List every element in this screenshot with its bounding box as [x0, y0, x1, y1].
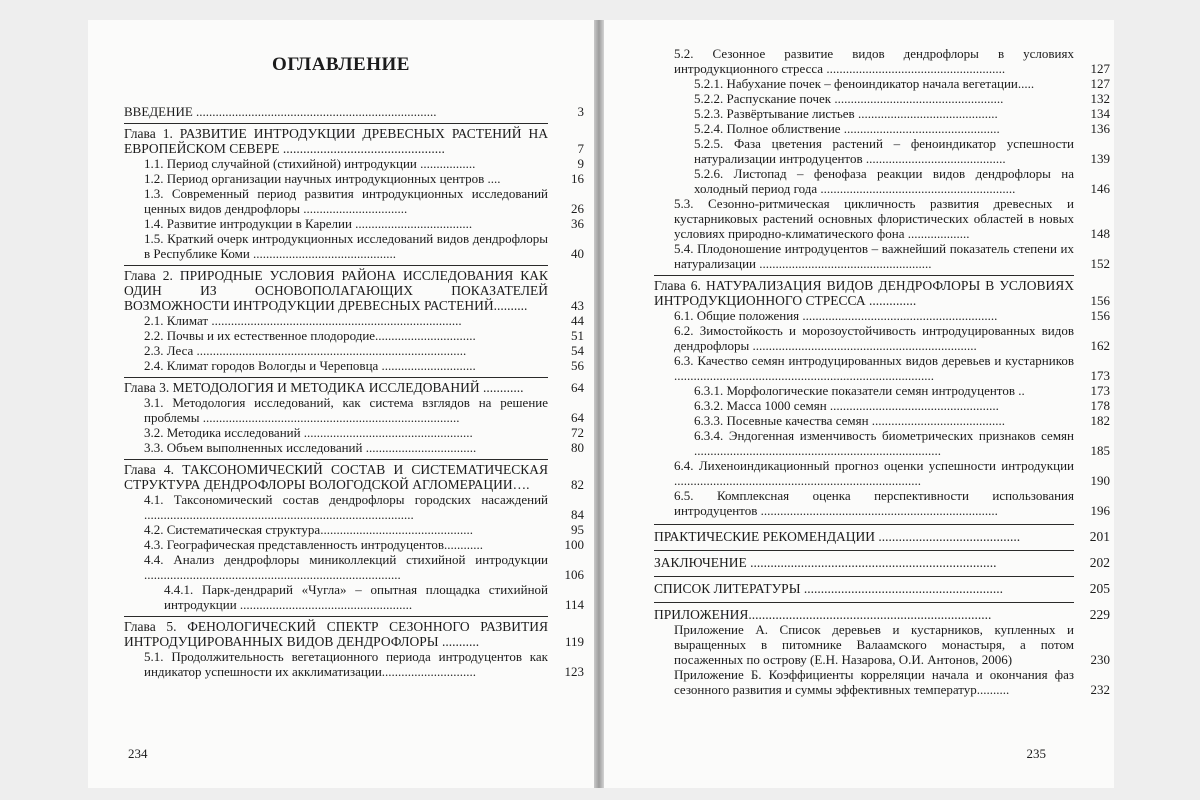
toc-entry-6-5: 6.5. Комплексная оценка перспективности использования интродуцентов ......................................................................... 196 [674, 488, 1110, 518]
toc-entry-4-4: 4.4. Анализ дендрофлоры миниколлекций стихийной интродукции ............................................................................... 106 [144, 552, 584, 582]
toc-entry-1-3: 1.3. Современный период развития интродукционных исследований ценных видов дендрофлоры ................................ 26 [144, 186, 584, 216]
page-number-left: 234 [128, 746, 148, 761]
toc-entry-2-2: 2.2. Почвы и их естественное плодородие............................... 51 [144, 328, 584, 343]
toc-title: ОГЛАВЛЕНИЕ [272, 54, 410, 75]
toc-entry-4-4-1: 4.4.1. Парк-дендрарий «Чугла» – опытная площадка стихийной интродукции ..................................................... 114 [164, 582, 584, 612]
toc-entry-2-3: 2.3. Леса ................................................................................... 54 [144, 343, 584, 358]
toc-entry-6-3-4: 6.3.4. Эндогенная изменчивость биометрических признаков семян ............................................................................ 185 [694, 428, 1110, 458]
toc-entry-5-2-4: 5.2.4. Полное облиствение ................................................ 136 [694, 121, 1110, 136]
page-number-right: 235 [1026, 746, 1046, 761]
toc-entry-appendices: ПРИЛОЖЕНИЯ........................................................................ 229 [654, 602, 1074, 622]
toc-entry-conclusion: ЗАКЛЮЧЕНИЕ ......................................................................... 202 [654, 550, 1074, 570]
left-page [88, 20, 594, 788]
toc-entry-1-2: 1.2. Период организации научных интродукционных центров .... 16 [144, 171, 584, 186]
toc-entry-6-3: 6.3. Качество семян интродуцированных видов деревьев и кустарников ................................................................................ 173 [674, 353, 1110, 383]
toc-entry-chapter-2: Глава 2. ПРИРОДНЫЕ УСЛОВИЯ РАЙОНА ИССЛЕДОВАНИЯ КАК ОДИН ИЗ ОСНОВОПОЛАГАЮЩИХ ПОКАЗАТЕЛЕЙ ВОЗМОЖНОСТИ ИНТРОДУКЦИИ ДРЕВЕСНЫХ РАСТЕНИЙ.......... 43 [124, 265, 548, 313]
toc-entry-1-5: 1.5. Краткий очерк интродукционных исследований видов дендрофлоры в Республике Коми ............................................ 40 [144, 231, 584, 261]
toc-entry-chapter-3: Глава 3. МЕТОДОЛОГИЯ И МЕТОДИКА ИССЛЕДОВАНИЙ ............ 64 [124, 377, 548, 395]
toc-entry-references: СПИСОК ЛИТЕРАТУРЫ ........................................................... 205 [654, 576, 1074, 596]
toc-entry-3-3: 3.3. Объем выполненных исследований .................................. 80 [144, 440, 584, 455]
toc-entry-1-1: 1.1. Период случайной (стихийной) интродукции ................. 9 [144, 156, 584, 171]
toc-entry-6-4: 6.4. Лихеноиндикационный прогноз оценки успешности интродукции ............................................................................ 190 [674, 458, 1110, 488]
toc-entry-3-2: 3.2. Методика исследований .................................................... 72 [144, 425, 584, 440]
toc-entry-5-2-1: 5.2.1. Набухание почек – феноиндикатор начала вегетации..... 127 [694, 76, 1110, 91]
toc-entry-6-3-3: 6.3.3. Посевные качества семян ......................................... 182 [694, 413, 1110, 428]
toc-entry-5-1: 5.1. Продолжительность вегетационного периода интродуцентов как индикатор успешности их акклиматизации............................. 123 [144, 649, 584, 679]
toc-entry-chapter-6: Глава 6. НАТУРАЛИЗАЦИЯ ВИДОВ ДЕНДРОФЛОРЫ В УСЛОВИЯХ ИНТРОДУКЦИОННОГО СТРЕССА .............. 156 [654, 275, 1074, 308]
toc-entry-5-2-3: 5.2.3. Развёртывание листьев ........................................... 134 [694, 106, 1110, 121]
toc-entry-5-2-6: 5.2.6. Листопад – фенофаза реакции видов дендрофлоры на холодный период года ............................................................ 146 [694, 166, 1110, 196]
toc-entry-chapter-5: Глава 5. ФЕНОЛОГИЧЕСКИЙ СПЕКТР СЕЗОННОГО РАЗВИТИЯ ИНТРОДУЦИРОВАННЫХ ВИДОВ ДЕНДРОФЛОРЫ ........... 119 [124, 616, 548, 649]
toc-entry-6-3-1: 6.3.1. Морфологические показатели семян интродуцентов .. 173 [694, 383, 1110, 398]
toc-entry-1-4: 1.4. Развитие интродукции в Карелии .................................... 36 [144, 216, 584, 231]
toc-entry-4-2: 4.2. Систематическая структура............................................... 95 [144, 522, 584, 537]
toc-entry-chapter-4: Глава 4. ТАКСОНОМИЧЕСКИЙ СОСТАВ И СИСТЕМАТИЧЕСКАЯ СТРУКТУРА ДЕНДРОФЛОРЫ ВОЛОГОДСКОЙ АГЛОМЕРАЦИИ…. 82 [124, 459, 548, 492]
toc-entry-3-1: 3.1. Методология исследований, как система взглядов на решение проблемы ............................................................................... 64 [144, 395, 584, 425]
toc-entry-2-1: 2.1. Климат ............................................................................. 44 [144, 313, 584, 328]
right-page [604, 20, 1114, 788]
toc-entry-5-4: 5.4. Плодоношение интродуцентов – важнейший показатель степени их натурализации ..................................................... 152 [674, 241, 1110, 271]
toc-entry-5-2-5: 5.2.5. Фаза цветения растений – феноиндикатор успешности натурализации интродуцентов ........................................... 139 [694, 136, 1110, 166]
toc-entry-5-2: 5.2. Сезонное развитие видов дендрофлоры в условиях интродукционного стресса ....................................................... 127 [674, 46, 1110, 76]
toc-list-right [654, 46, 1110, 697]
toc-entry-5-2-2: 5.2.2. Распускание почек .................................................... 132 [694, 91, 1110, 106]
toc-entry-6-2: 6.2. Зимостойкость и морозоустойчивость интродуцированных видов дендрофлоры ..................................................................... 162 [674, 323, 1110, 353]
toc-entry-5-3: 5.3. Сезонно-ритмическая цикличность развития древесных и кустарниковых растений основных флористических областей в новых условиях природно-климатического фона ................... 148 [674, 196, 1110, 241]
toc-entry-2-4: 2.4. Климат городов Вологды и Череповца ............................. 56 [144, 358, 584, 373]
toc-entry-appendix-a: Приложение А. Список деревьев и кустарников, купленных и выращенных в питомнике Валаамского монастыря, а потом посаженных по острову (Е.Н. Назарова, О.И. Антонов, 2006) 230 [674, 622, 1110, 667]
book-spine [594, 20, 604, 788]
toc-entry-introduction: ВВЕДЕНИЕ .......................................................................... 3 [124, 104, 584, 119]
toc-list-left [124, 104, 584, 679]
toc-entry-4-3: 4.3. Географическая представленность интродуцентов............ 100 [144, 537, 584, 552]
toc-entry-appendix-b: Приложение Б. Коэффициенты корреляции начала и окончания фаз сезонного развития и суммы эффективных температур.......... 232 [674, 667, 1110, 697]
toc-entry-6-1: 6.1. Общие положения ............................................................ 156 [674, 308, 1110, 323]
toc-entry-recommendations: ПРАКТИЧЕСКИЕ РЕКОМЕНДАЦИИ .......................................... 201 [654, 524, 1074, 544]
toc-entry-4-1: 4.1. Таксономический состав дендрофлоры городских насаждений ................................................................................... 84 [144, 492, 584, 522]
toc-entry-6-3-2: 6.3.2. Масса 1000 семян .................................................... 178 [694, 398, 1110, 413]
toc-entry-chapter-1: Глава 1. РАЗВИТИЕ ИНТРОДУКЦИИ ДРЕВЕСНЫХ РАСТЕНИЙ НА ЕВРОПЕЙСКОМ СЕВЕРЕ ................................................ 7 [124, 123, 548, 156]
